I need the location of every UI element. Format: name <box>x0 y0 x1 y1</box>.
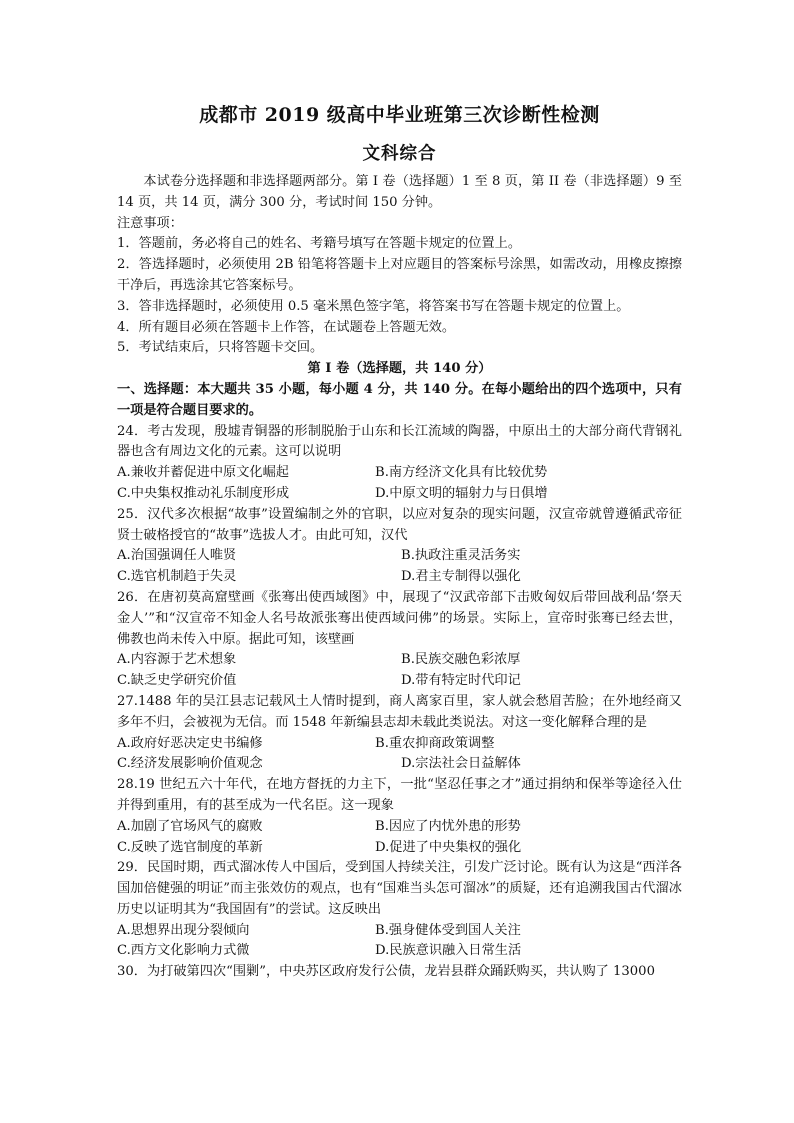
question-26 <box>117 588 682 692</box>
note-item: 1．答题前，务必将自己的姓名、考籍号填写在答题卡规定的位置上。 <box>117 236 522 252</box>
option-a: A.政府好恶决定史书编修 <box>117 735 263 751</box>
options-row <box>117 941 682 962</box>
question-27 <box>117 692 682 775</box>
option-c: C.中央集权推动礼乐制度形成 <box>117 485 290 501</box>
options-row <box>117 671 682 692</box>
section-instructions: 一、选择题：本大题共 35 小题，每小题 4 分，共 140 分。在每小题给出的四个选项中，只有一项是符合题目要求的。 <box>117 381 682 418</box>
option-a: A.加剧了官场风气的腐败 <box>117 818 263 834</box>
note-item: 2．答选择题时，必须使用 2B 铅笔将答题卡上对应题目的答案标号涂黑，如需改动，用橡皮擦擦干净后，再选涂其它答案标号。 <box>117 257 682 293</box>
option-d: D.促进了中央集权的强化 <box>375 839 522 855</box>
option-d: D.中原文明的辐射力与日俱增 <box>375 485 548 501</box>
options-row <box>117 817 682 838</box>
option-d: D.带有特定时代印记 <box>401 673 521 689</box>
option-d: D.君主专制得以强化 <box>401 569 521 585</box>
option-a: A.治国强调任人唯贤 <box>117 548 237 564</box>
option-a: A.内容源于艺术想象 <box>117 652 237 668</box>
note-item: 5．考试结束后，只将答题卡交回。 <box>117 340 324 356</box>
option-c: C.西方文化影响力式微 <box>117 943 250 959</box>
option-c: C.反映了选官制度的革新 <box>117 839 263 855</box>
question-29 <box>117 858 682 962</box>
question-stem: 27.1488 年的吴江县志记载风土人情时提到，商人离家百里，家人就会愁眉苦脸；在外地经商又多年不归，会被视为无信。而 1548 年新编县志却未载此类说法。对这一变化解释合理的是 <box>117 693 682 730</box>
intro-paragraph: 本试卷分选择题和非选择题两部分。第 I 卷（选择题）1 至 8 页，第 II 卷（非选择题）9 至 14 页，共 14 页，满分 300 分，考试时间 150 分钟。 <box>117 174 682 210</box>
option-d: D.民族意识融入日常生活 <box>375 943 522 959</box>
options-row <box>117 734 682 755</box>
page-title: 成都市 2019 级高中毕业班第三次诊断性检测 <box>199 104 600 126</box>
option-c: C.缺乏史学研究价值 <box>117 673 237 689</box>
question-25 <box>117 505 682 588</box>
question-stem: 30．为打破第四次“围剿”，中央苏区政府发行公债，龙岩县群众踊跃购买，共认购了 13000 <box>117 964 655 980</box>
options-row <box>117 650 682 671</box>
question-stem: 26．在唐初莫高窟壁画《张骞出使西域图》中，展现了“汉武帝部下击败匈奴后带回战利品‘祭天金人’”和“汉宣帝不知金人名号故派张骞出使西域问佛”的场景。实际上，宣帝时张骞已经去世，佛教也尚未传入中原。据此可知，该壁画 <box>117 589 682 647</box>
question-stem: 25．汉代多次根据“故事”设置编制之外的官职，以应对复杂的现实问题，汉宣帝就曾遵循武帝征贤士破格授官的“故事”选拔人才。由此可知，汉代 <box>117 506 682 543</box>
question-stem: 24．考古发现，殷墟青铜器的形制脱胎于山东和长江流域的陶器，中原出土的大部分商代背钢礼器也含有周边文化的元素。这可以说明 <box>117 423 682 460</box>
option-b: B.执政注重灵活务实 <box>401 548 521 564</box>
option-c: C.经济发展影响价值观念 <box>117 756 263 772</box>
notes-heading: 注意事项： <box>117 215 183 231</box>
question-stem: 28.19 世纪五六十年代，在地方督抚的力主下，一批“坚忍任事之才”通过捐纳和保举等途径入仕并得到重用，有的甚至成为一代名臣。这一现象 <box>117 777 682 813</box>
option-b: B.因应了内忧外患的形势 <box>375 818 521 834</box>
option-c: C.选官机制趋于失灵 <box>117 569 237 585</box>
page-subtitle: 文科综合 <box>362 144 437 164</box>
note-item: 3．答非选择题时，必须使用 0.5 毫米黑色签字笔，将答案书写在答题卡规定的位置上。 <box>117 298 630 314</box>
question-24 <box>117 422 682 505</box>
option-b: B.南方经济文化具有比较优势 <box>375 465 548 481</box>
options-row <box>117 754 682 775</box>
section-title: 第 I 卷（选择题，共 140 分） <box>307 361 492 377</box>
option-a: A.兼收并蓄促进中原文化崛起 <box>117 465 289 481</box>
options-row <box>117 921 682 942</box>
options-row <box>117 567 682 588</box>
question-stem: 29．民国时期，西式溜冰传人中国后，受到国人持续关注，引发广泛讨论。既有认为这是“西洋各国加倍健强的明证”而主张效仿的观点，也有“国难当头怎可溜冰”的质疑，还有追溯我国古代溜冰历史以证明其为“我国固有”的尝试。这反映出 <box>117 860 682 917</box>
options-row <box>117 546 682 567</box>
options-row <box>117 838 682 859</box>
option-b: B.强身健体受到国人关注 <box>375 922 521 938</box>
option-b: B.民族交融色彩浓厚 <box>401 652 521 668</box>
note-item: 4．所有题目必须在答题卡上作答，在试题卷上答题无效。 <box>117 319 456 335</box>
options-row <box>117 463 682 484</box>
option-a: A.思想界出现分裂倾向 <box>117 922 250 938</box>
question-30 <box>117 962 682 983</box>
option-b: B.重农抑商政策调整 <box>375 735 495 751</box>
question-28 <box>117 775 682 858</box>
option-d: D.宗法社会日益解体 <box>401 756 521 772</box>
options-row <box>117 484 682 505</box>
